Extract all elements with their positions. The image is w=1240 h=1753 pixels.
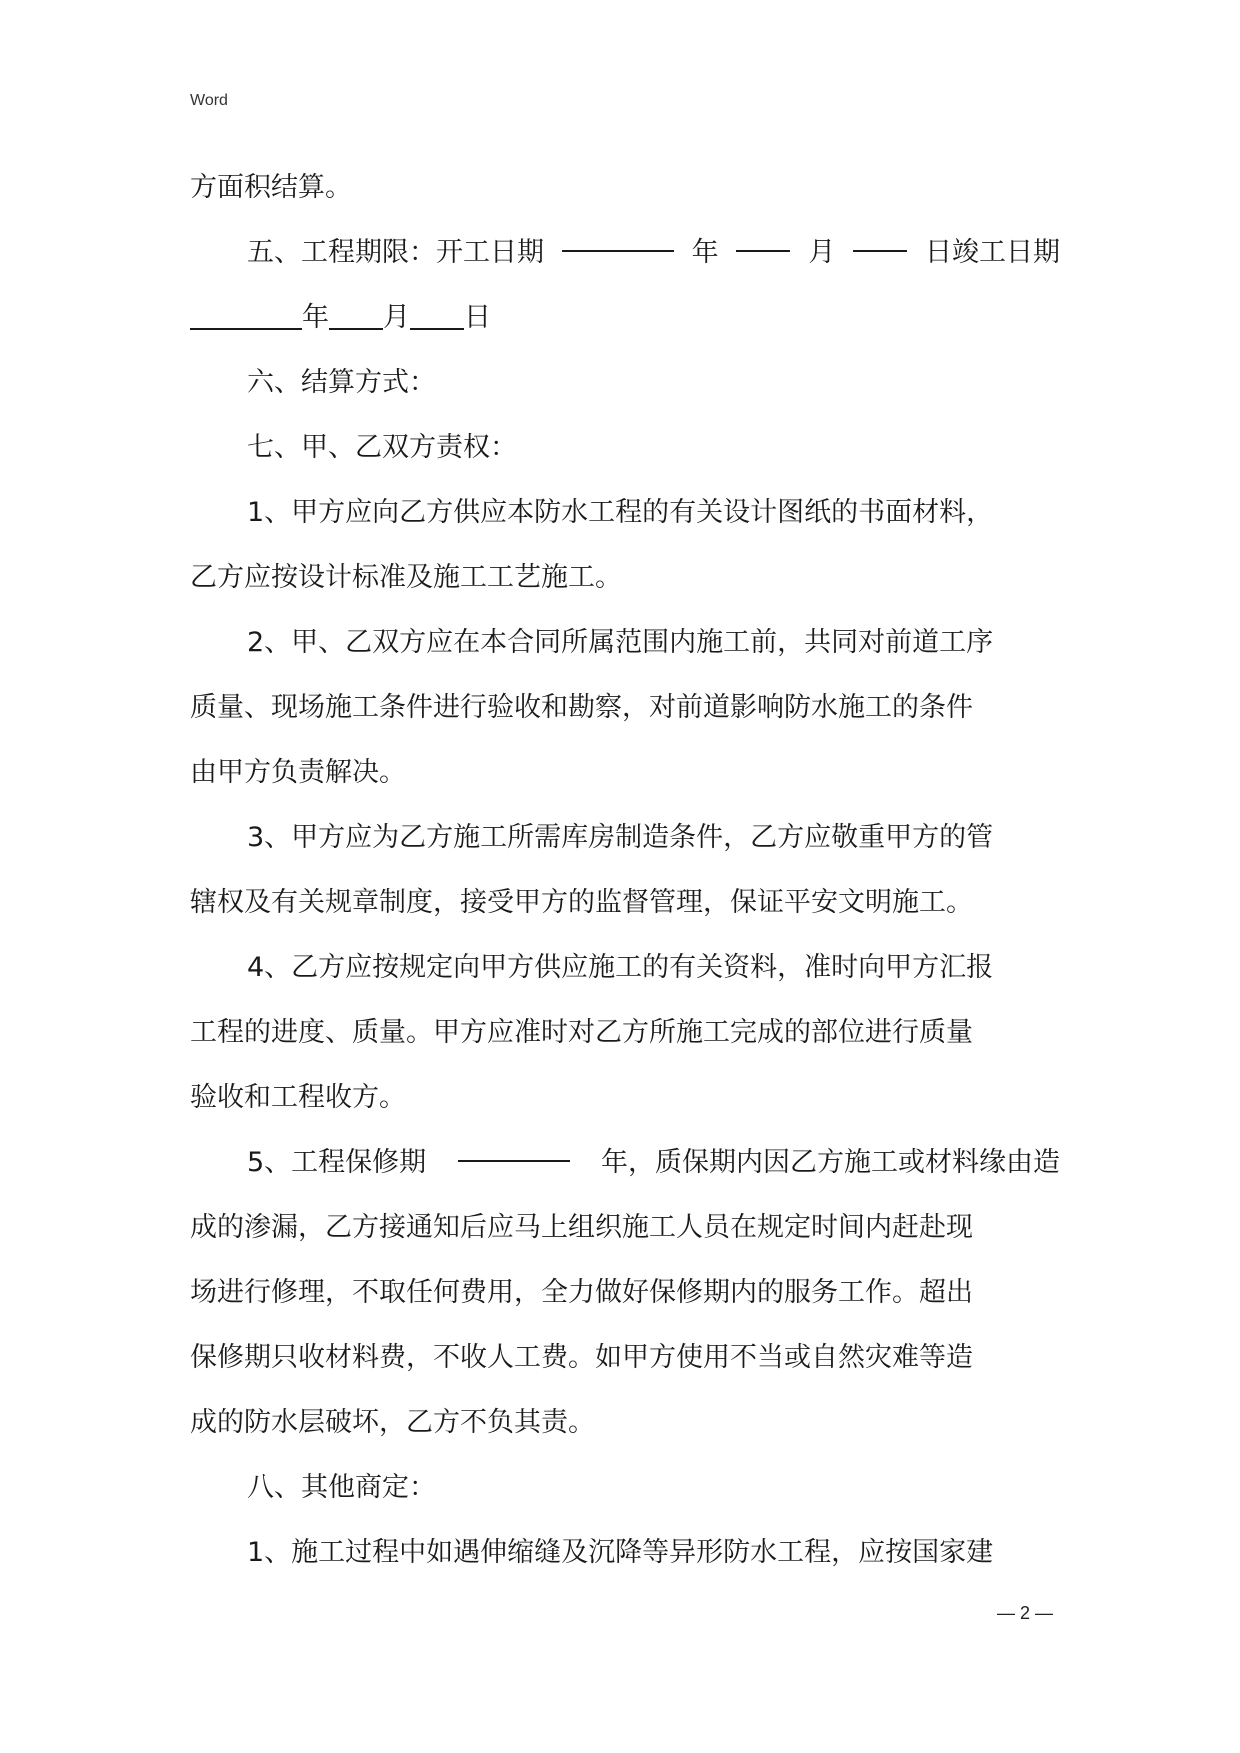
text-line: 2、甲、乙双方应在本合同所属范围内施工前，共同对前道工序 <box>247 627 994 658</box>
text-line: 方面积结算。 <box>190 172 352 203</box>
text-line: 乙方应按设计标准及施工工艺施工。 <box>190 562 622 593</box>
warranty-period-line <box>190 1130 1060 1195</box>
text-line: 成的防水层破坏，乙方不负其责。 <box>190 1407 595 1438</box>
text-segment: 年 <box>691 237 719 268</box>
construction-period-start-line <box>190 220 1060 285</box>
text-line: 保修期只收材料费，不收人工费。如甲方使用不当或自然灾难等造 <box>190 1342 973 1373</box>
text-segment: 五、工程期限：开工日期 <box>247 237 544 268</box>
end-month-blank <box>329 298 383 330</box>
text-line: 1、甲方应向乙方供应本防水工程的有关设计图纸的书面材料， <box>247 497 994 528</box>
text-line: 4、乙方应按规定向甲方供应施工的有关资料，准时向甲方汇报 <box>247 952 994 983</box>
end-day-blank <box>410 298 464 330</box>
text-segment: 日 <box>464 302 491 333</box>
text-line: 1、施工过程中如遇伸缩缝及沉降等异形防水工程，应按国家建 <box>247 1537 994 1568</box>
text-line: 七、甲、乙双方责权： <box>247 432 517 463</box>
start-year-blank <box>562 220 674 252</box>
document-body <box>190 155 1060 1585</box>
text-line: 辖权及有关规章制度，接受甲方的监督管理，保证平安文明施工。 <box>190 887 973 918</box>
start-month-blank <box>736 220 790 252</box>
text-segment: 月 <box>808 237 836 268</box>
text-line: 3、甲方应为乙方施工所需库房制造条件，乙方应敬重甲方的管 <box>247 822 994 853</box>
text-line: 成的渗漏，乙方接通知后应马上组织施工人员在规定时间内赶赴现 <box>190 1212 973 1243</box>
text-segment: 年 <box>302 302 329 333</box>
text-line: 八、其他商定： <box>247 1472 436 1503</box>
text-segment: 年，质保期内因乙方施工或材料缘由造 <box>601 1147 1060 1178</box>
text-segment: 5、工程保修期 <box>247 1147 427 1178</box>
warranty-years-blank <box>458 1130 570 1162</box>
text-line: 六、结算方式： <box>247 367 436 398</box>
end-year-blank <box>190 298 302 330</box>
page-number: — 2 — <box>996 1603 1053 1623</box>
text-segment: 月 <box>383 302 410 333</box>
text-line: 由甲方负责解决。 <box>190 757 406 788</box>
text-line: 质量、现场施工条件进行验收和勘察，对前道影响防水施工的条件 <box>190 692 973 723</box>
text-segment: 日竣工日期 <box>924 237 1060 268</box>
start-day-blank <box>853 220 907 252</box>
document-header-label: Word <box>190 92 228 109</box>
text-line: 工程的进度、质量。甲方应准时对乙方所施工完成的部位进行质量 <box>190 1017 973 1048</box>
text-line: 场进行修理，不取任何费用，全力做好保修期内的服务工作。超出 <box>190 1277 973 1308</box>
text-line: 验收和工程收方。 <box>190 1082 406 1113</box>
construction-period-end-line <box>190 285 1060 350</box>
